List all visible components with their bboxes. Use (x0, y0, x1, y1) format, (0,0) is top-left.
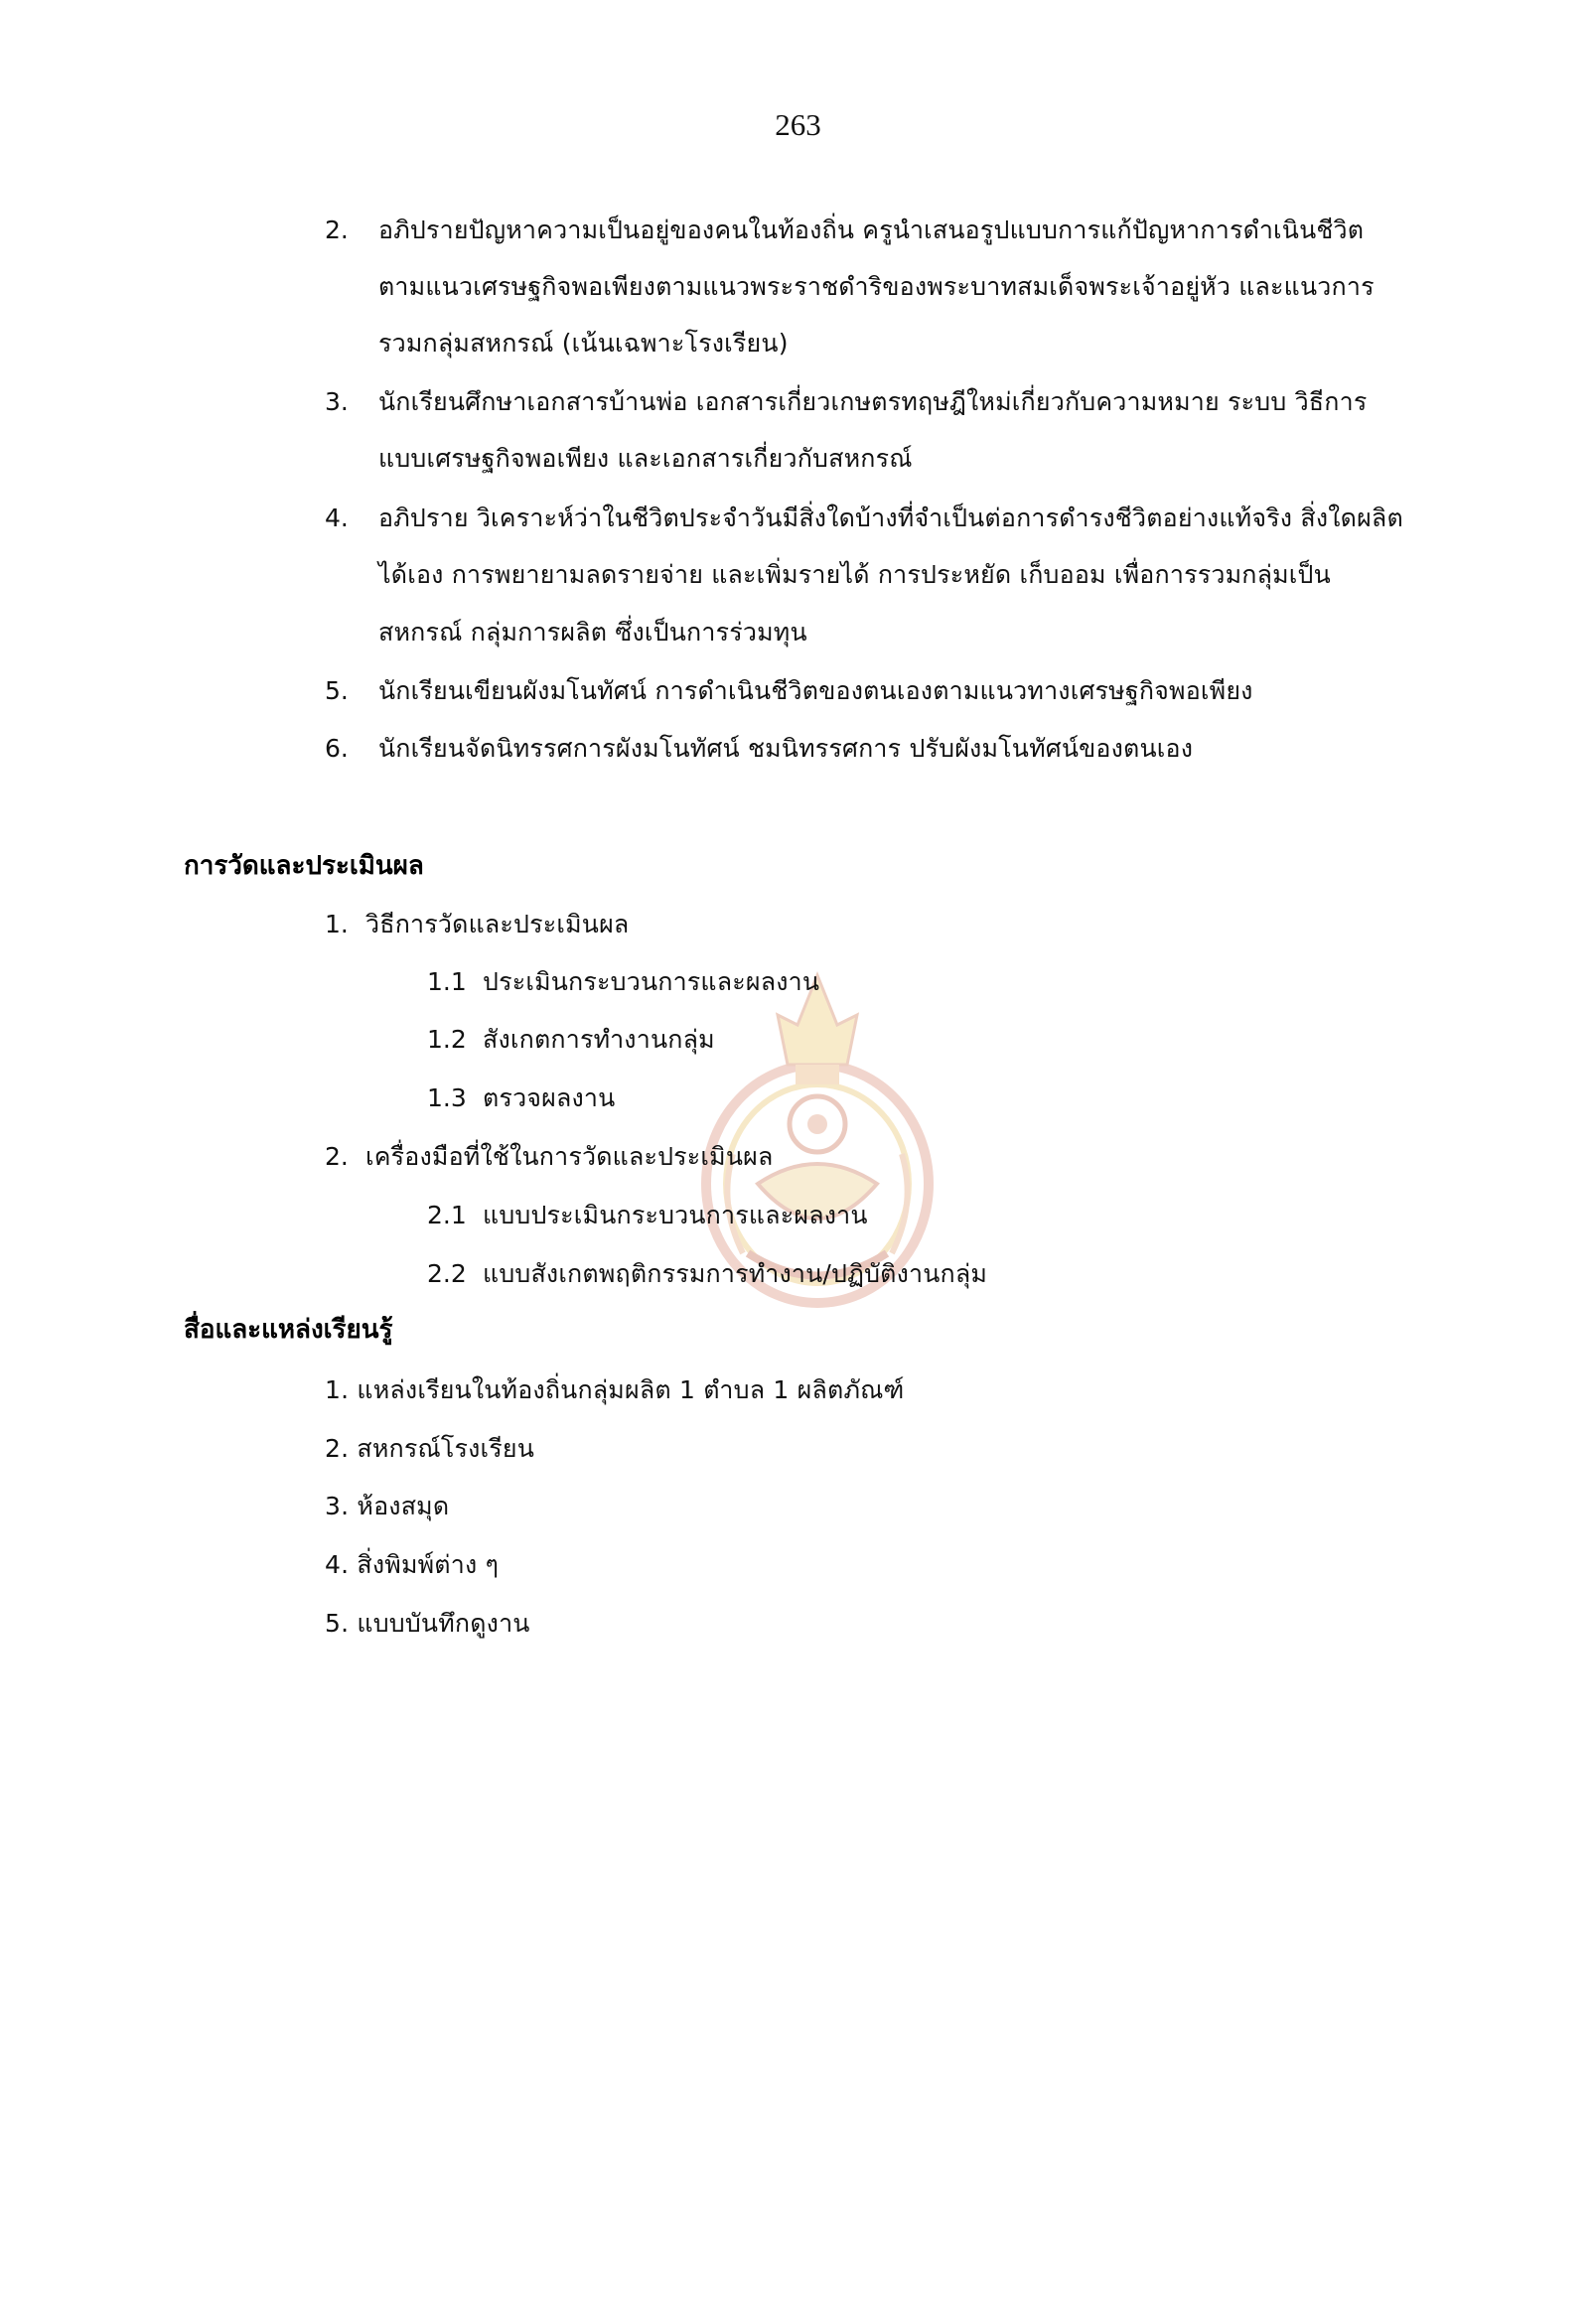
assessment-subitem-label: ตรวจผลงาน (483, 1083, 616, 1112)
activity-text-line: สหกรณ์ กลุ่มการผลิต ซึ่งเป็นการร่วมทุน (378, 618, 807, 647)
assessment-subitem-number: 2.2 (427, 1259, 467, 1288)
activity-number: 3. (325, 387, 349, 416)
assessment-item-number: 1. (325, 910, 349, 938)
page-number: 263 (775, 107, 821, 142)
activity-text-line: ได้เอง การพยายามลดรายจ่าย และเพิ่มรายได้ การประหยัด เก็บออม เพื่อการรวมกลุ่มเป็น (378, 560, 1331, 589)
activity-text-line: นักเรียนเขียนผังมโนทัศน์ การดำเนินชีวิตของตนเองตามแนวทางเศรษฐกิจพอเพียง (378, 676, 1253, 705)
assessment-subitem-label: แบบสังเกตพฤติกรรมการทำงาน/ปฏิบัติงานกลุ่ม (483, 1259, 988, 1288)
assessment-heading: การวัดและประเมินผล (184, 851, 424, 881)
activity-text-line: อภิปราย วิเคราะห์ว่าในชีวิตประจำวันมีสิ่งใดบ้างที่จำเป็นต่อการดำรงชีวิตอย่างแท้จริง สิ่งใดผลิต (378, 504, 1403, 532)
assessment-subitem-number: 1.1 (427, 967, 467, 996)
activity-text-line: อภิปรายปัญหาความเป็นอยู่ของคนในท้องถิ่น ครูนำเสนอรูปแบบการแก้ปัญหาการดำเนินชีวิต (378, 216, 1365, 244)
resource-item: 1. แหล่งเรียนในท้องถิ่นกลุ่มผลิต 1 ตำบล 1 ผลิตภัณฑ์ (325, 1375, 905, 1404)
activity-text-line: นักเรียนศึกษาเอกสารบ้านพ่อ เอกสารเกี่ยวเกษตรทฤษฎีใหม่เกี่ยวกับความหมาย ระบบ วิธีการ (378, 387, 1368, 416)
assessment-item-label: เครื่องมือที่ใช้ในการวัดและประเมินผล (365, 1142, 774, 1171)
assessment-item-label: วิธีการวัดและประเมินผล (365, 910, 630, 938)
assessment-subitem-number: 2.1 (427, 1201, 467, 1229)
assessment-subitem-label: สังเกตการทำงานกลุ่ม (483, 1025, 715, 1054)
resource-item: 2. สหกรณ์โรงเรียน (325, 1434, 535, 1463)
resources-heading: สื่อและแหล่งเรียนรู้ (184, 1315, 393, 1345)
activity-number: 2. (325, 216, 349, 244)
assessment-subitem-label: แบบประเมินกระบวนการและผลงาน (483, 1201, 868, 1229)
activity-number: 4. (325, 504, 349, 532)
assessment-item-number: 2. (325, 1142, 349, 1171)
resource-item: 4. สิ่งพิมพ์ต่าง ๆ (325, 1550, 500, 1579)
activity-text-line: แบบเศรษฐกิจพอเพียง และเอกสารเกี่ยวกับสหกรณ์ (378, 444, 913, 473)
activity-number: 6. (325, 734, 349, 763)
resource-item: 3. ห้องสมุด (325, 1492, 450, 1520)
assessment-subitem-label: ประเมินกระบวนการและผลงาน (483, 967, 820, 996)
activity-text-line: นักเรียนจัดนิทรรศการผังมโนทัศน์ ชมนิทรรศการ ปรับผังมโนทัศน์ของตนเอง (378, 734, 1194, 763)
activity-number: 5. (325, 676, 349, 705)
activity-text-line: ตามแนวเศรษฐกิจพอเพียงตามแนวพระราชดำริของพระบาทสมเด็จพระเจ้าอยู่หัว และแนวการ (378, 272, 1375, 301)
activity-text-line: รวมกลุ่มสหกรณ์ (เน้นเฉพาะโรงเรียน) (378, 329, 789, 358)
assessment-subitem-number: 1.2 (427, 1025, 467, 1054)
assessment-subitem-number: 1.3 (427, 1083, 467, 1112)
resource-item: 5. แบบบันทึกดูงาน (325, 1609, 530, 1638)
